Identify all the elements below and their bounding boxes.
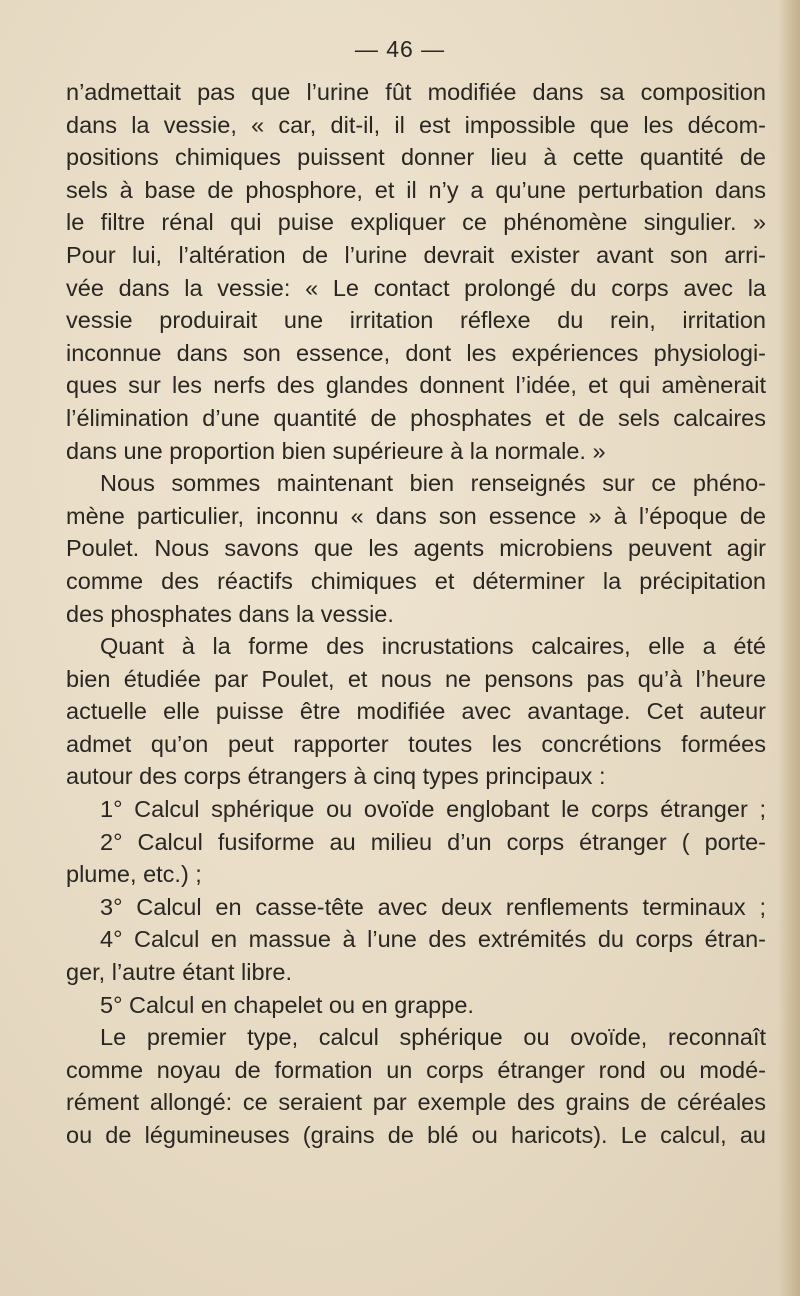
text-line: admet qu’on peut rapporter toutes les concrétions formées <box>66 730 766 757</box>
text-line: comme noyau de formation un corps étranger rond ou modé- <box>66 1056 766 1083</box>
text-line: des phosphates dans la vessie. <box>66 600 394 627</box>
page-edge-shadow <box>778 0 800 1296</box>
text-line: 5° Calcul en chapelet ou en grappe. <box>100 991 474 1018</box>
text-line: autour des corps étrangers à cinq types principaux : <box>66 763 606 790</box>
text-line: l’élimination d’une quantité de phosphates et de sels calcaires <box>66 404 766 431</box>
text-line: inconnue dans son essence, dont les expériences physiologi- <box>66 339 766 366</box>
text-line: actuelle elle puisse être modifiée avec avantage. Cet auteur <box>66 698 766 725</box>
text-line: ou de légumineuses (grains de blé ou haricots). Le calcul, au <box>66 1122 766 1148</box>
text-line: comme des réactifs chimiques et déterminer la précipitation <box>66 567 766 594</box>
text-line: le filtre rénal qui puise expliquer ce phénomène singulier. » <box>66 209 766 236</box>
text-line: 3° Calcul en casse-tête avec deux renflements terminaux ; <box>100 893 766 920</box>
text-line: mène particulier, inconnu « dans son essence » à l’époque de <box>66 502 766 529</box>
page-number: — 46 — <box>354 36 446 62</box>
text-line: vessie produirait une irritation réflexe du rein, irritation <box>66 307 766 334</box>
text-line: 4° Calcul en massue à l’une des extrémités du corps étran- <box>100 926 766 953</box>
text-line: dans la vessie, « car, dit-il, il est impossible que les décom- <box>66 111 766 138</box>
text-line: n’admettait pas que l’urine fût modifiée dans sa composition <box>66 79 766 105</box>
text-line: Le premier type, calcul sphérique ou ovoïde, reconnaît <box>100 1024 766 1051</box>
text-line: Quant à la forme des incrustations calcaires, elle a été <box>100 633 766 660</box>
text-line: rément allongé: ce seraient par exemple des grains de céréales <box>66 1089 766 1116</box>
text-line: positions chimiques puissent donner lieu à cette quantité de <box>66 144 766 171</box>
body-text <box>66 76 766 1152</box>
text-line: 2° Calcul fusiforme au milieu d’un corps étranger ( porte- <box>100 828 766 855</box>
text-line: Nous sommes maintenant bien renseignés sur ce phéno- <box>100 470 766 497</box>
text-line: dans une proportion bien supérieure à la normale. » <box>66 437 606 464</box>
text-line: Poulet. Nous savons que les agents microbiens peuvent agir <box>66 535 766 562</box>
text-line: ger, l’autre étant libre. <box>66 959 292 986</box>
text-line: bien étudiée par Poulet, et nous ne pensons pas qu’à l’heure <box>66 665 766 692</box>
text-line: plume, etc.) ; <box>66 861 202 888</box>
text-line: 1° Calcul sphérique ou ovoïde englobant le corps étranger ; <box>100 796 766 823</box>
text-line: Pour lui, l’altération de l’urine devrait exister avant son arri- <box>66 241 766 268</box>
text-line: sels à base de phosphore, et il n’y a qu’une perturbation dans <box>66 176 766 203</box>
text-line: vée dans la vessie: « Le contact prolongé du corps avec la <box>66 274 766 301</box>
text-line: ques sur les nerfs des glandes donnent l’idée, et qui amènerait <box>66 372 766 399</box>
